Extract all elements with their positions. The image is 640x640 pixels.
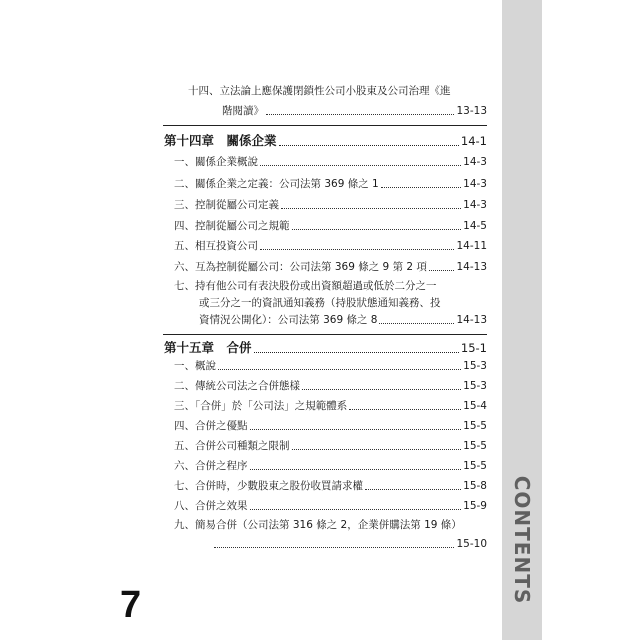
toc-entry-label: 六、互為控制從屬公司：公司法第 369 條之 9 第 2 項 — [174, 261, 427, 273]
toc-entry[interactable] — [174, 219, 487, 233]
toc-entry[interactable] — [199, 313, 487, 327]
dot-leader — [379, 323, 454, 324]
toc-chapter-15[interactable] — [164, 340, 487, 356]
dot-leader — [250, 469, 462, 470]
dot-leader — [429, 270, 455, 271]
toc-entry[interactable] — [174, 239, 487, 253]
toc-entry-page: 15-9 — [463, 500, 487, 512]
toc-entry-page: 15-8 — [463, 480, 487, 492]
dot-leader — [218, 369, 461, 370]
toc-entry-page: 15-3 — [463, 360, 487, 372]
toc-entry-label: 八、合併之效果 — [174, 500, 248, 512]
dot-leader — [260, 249, 454, 250]
toc-entry-label: 五、相互投資公司 — [174, 240, 258, 252]
dot-leader — [250, 509, 462, 510]
dot-leader — [292, 449, 462, 450]
toc-entry[interactable] — [174, 459, 487, 473]
chapter-page: 14-1 — [460, 134, 487, 148]
toc-entry-label: 一、概說 — [174, 360, 216, 372]
toc-entry[interactable] — [174, 198, 487, 212]
toc-entry-label: 五、合併公司種類之限制 — [174, 440, 290, 452]
toc-entry-page: 15-10 — [456, 538, 487, 550]
dot-leader — [281, 208, 461, 209]
page-number: 7 — [120, 584, 142, 626]
contents-tab-label: CONTENTS — [510, 475, 534, 605]
toc-entry-page: 14-13 — [456, 261, 487, 273]
toc-entry-page: 14-13 — [456, 314, 487, 326]
dot-leader — [214, 547, 454, 548]
toc-entry-label: 六、合併之程序 — [174, 460, 248, 472]
toc-entry-label: 一、關係企業概說 — [174, 156, 258, 168]
toc-entry[interactable] — [174, 359, 487, 373]
toc-entry-page: 15-4 — [463, 400, 487, 412]
toc-entry-page: 15-5 — [463, 460, 487, 472]
toc-entry-page: 13-13 — [456, 105, 487, 117]
dot-leader — [365, 489, 461, 490]
toc-entry[interactable] — [174, 439, 487, 453]
toc-entry[interactable] — [174, 155, 487, 169]
chapter-page: 15-1 — [460, 341, 487, 355]
toc-entry-page: 14-3 — [463, 178, 487, 190]
chapter-title: 第十五章 合併 — [164, 340, 252, 355]
toc-entry[interactable] — [174, 499, 487, 513]
toc-entry[interactable] — [174, 177, 487, 191]
dot-leader — [254, 352, 459, 353]
toc-entry-line: 七、持有他公司有表決股份或出資額超過或低於二分之一 — [174, 280, 437, 292]
toc-entry-line: 九、簡易合併（公司法第 316 條之 2，企業併購法第 19 條） — [174, 519, 462, 531]
toc-entry-label: 三、「合併」於「公司法」之規範體系 — [174, 400, 348, 412]
dot-leader — [381, 187, 461, 188]
dot-leader — [292, 229, 462, 230]
toc-entry-label: 三、控制從屬公司定義 — [174, 199, 279, 211]
toc-entry-label: 四、合併之優點 — [174, 420, 248, 432]
dot-leader — [279, 145, 459, 146]
toc-entry-label: 資情況公開化）：公司法第 369 條之 8 — [199, 314, 378, 326]
toc-entry-page: 15-5 — [463, 420, 487, 432]
dot-leader — [250, 429, 462, 430]
chapter-divider — [163, 125, 487, 126]
toc-entry[interactable] — [222, 104, 487, 118]
dot-leader — [266, 114, 454, 115]
toc-entry-label: 七、合併時，少數股東之股份收買請求權 — [174, 480, 363, 492]
toc-entry-line: 或三分之一的資訊通知義務（持股狀態通知義務、投 — [199, 297, 441, 309]
toc-entry[interactable] — [174, 260, 487, 274]
toc-entry-page: 15-3 — [463, 380, 487, 392]
dot-leader — [260, 165, 461, 166]
dot-leader — [349, 409, 461, 410]
toc-entry[interactable] — [174, 399, 487, 413]
toc-entry-label: 二、傳統公司法之合併態樣 — [174, 380, 300, 392]
toc-entry-label: 階閱讀》 — [222, 105, 264, 117]
toc-entry-page: 15-5 — [463, 440, 487, 452]
toc-entry-label: 四、控制從屬公司之規範 — [174, 220, 290, 232]
toc-entry-page: 14-3 — [463, 199, 487, 211]
toc-entry-line: 十四、立法論上應保護閉鎖性公司小股東及公司治理《進 — [188, 85, 451, 97]
chapter-divider — [163, 334, 487, 335]
toc-entry-page: 14-3 — [463, 156, 487, 168]
toc-entry-label: 二、關係企業之定義：公司法第 369 條之 1 — [174, 178, 379, 190]
chapter-title: 第十四章 關係企業 — [164, 133, 277, 148]
toc-chapter-14[interactable] — [164, 133, 487, 149]
toc-entry[interactable] — [174, 379, 487, 393]
toc-entry-page: 14-11 — [456, 240, 487, 252]
dot-leader — [302, 389, 461, 390]
toc-entry[interactable] — [174, 479, 487, 493]
toc-entry-page: 14-5 — [463, 220, 487, 232]
toc-entry[interactable] — [214, 537, 487, 551]
toc-entry[interactable] — [174, 419, 487, 433]
